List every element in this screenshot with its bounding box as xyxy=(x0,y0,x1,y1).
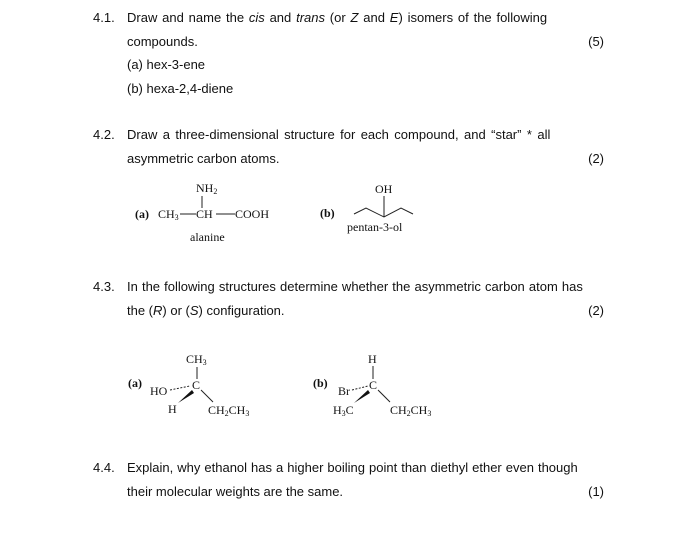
q42-number: 4.2. xyxy=(93,127,115,142)
q43a-top-sub: 3 xyxy=(202,358,207,367)
q43a-label: (a) xyxy=(128,376,142,390)
q44-line2: their molecular weights are the same. xyxy=(127,484,344,499)
q41-z: Z xyxy=(350,10,359,25)
q41-text-part: Draw and name the xyxy=(127,10,249,25)
q43a-left: HO xyxy=(150,384,168,398)
q41-e: E xyxy=(389,10,399,25)
q42b-label: (b) xyxy=(320,206,335,220)
q42-line2: asymmetric carbon atoms. xyxy=(127,151,280,166)
q43a-bond-wedge xyxy=(178,390,194,403)
q42a-label: (a) xyxy=(135,207,149,221)
q42b-name: pentan-3-ol xyxy=(347,220,403,234)
q43a-right-ch: CH xyxy=(208,403,225,417)
q42a-ch3-text: CH xyxy=(158,207,175,221)
q41-text-part: and xyxy=(358,10,390,25)
q43b-right-sub2: 3 xyxy=(427,409,432,418)
q43b-left: Br xyxy=(338,384,350,398)
q42b-oh: OH xyxy=(375,182,393,196)
q43a-right-sub1: 2 xyxy=(224,409,229,418)
q44-number: 4.4. xyxy=(93,460,115,475)
q43-s: S xyxy=(189,303,199,318)
q43-text-part: ) or ( xyxy=(162,303,190,318)
q42-marks: (2) xyxy=(588,151,604,166)
q43b-bl-h: H xyxy=(333,403,342,417)
q41-line2: compounds. xyxy=(127,34,198,49)
q43-number: 4.3. xyxy=(93,279,115,294)
q41-trans: trans xyxy=(296,10,325,25)
q44-marks: (1) xyxy=(588,484,604,499)
q43b-right-sub1: 2 xyxy=(406,409,411,418)
q43b-label: (b) xyxy=(313,376,328,390)
q41-part-a: (a) hex-3-ene xyxy=(127,57,206,72)
q43-text-part: the ( xyxy=(127,303,154,318)
q42a-name: alanine xyxy=(190,230,225,244)
q41-number: 4.1. xyxy=(93,10,115,25)
q43-text-part: ) configuration. xyxy=(198,303,285,318)
q41-text-part: (or xyxy=(325,10,351,25)
q43a-right-sub2: 3 xyxy=(245,409,250,418)
q43a-bond-right xyxy=(201,390,213,402)
q43b-bond-wedge xyxy=(354,390,370,403)
q41-text-part: ) isomers of the following xyxy=(398,10,548,25)
q41-text-part: and xyxy=(264,10,297,25)
q41-part-b: (b) hexa-2,4-diene xyxy=(127,81,234,96)
q42-line1: Draw a three-dimensional structure for each compound, and “star” * all xyxy=(127,127,551,142)
q42a-ch3-sub: 3 xyxy=(174,213,179,222)
q43-marks: (2) xyxy=(588,303,604,318)
q42a-nh2-text: NH xyxy=(196,181,214,195)
q42a-nh2-sub: 2 xyxy=(213,187,218,196)
q43a-top-text: CH xyxy=(186,352,203,366)
q43a-bottom-left: H xyxy=(168,402,177,416)
q42a-ch: CH xyxy=(196,207,213,221)
q43a-right-ch: CH xyxy=(228,403,246,417)
q43b-bl-c: C xyxy=(345,403,354,417)
q43b-right-ch: CH xyxy=(410,403,428,417)
q43-line1: In the following structures determine whether the asymmetric carbon atom has xyxy=(127,279,583,294)
q43b-bond-right xyxy=(378,390,390,402)
q43b-center: C xyxy=(369,378,378,392)
q44-line1: Explain, why ethanol has a higher boiling point than diethyl ether even though xyxy=(127,460,578,475)
q41-cis: cis xyxy=(248,10,265,25)
q43b-right-ch: CH xyxy=(390,403,407,417)
q43-r: R xyxy=(153,303,163,318)
q41-marks: (5) xyxy=(588,34,604,49)
q43b-bl-sub: 3 xyxy=(341,409,346,418)
q43b-top: H xyxy=(368,352,377,366)
q43a-center: C xyxy=(192,378,201,392)
q42a-cooh: COOH xyxy=(235,207,270,221)
q43a-bond-hashed xyxy=(170,386,190,390)
q43b-bond-hashed xyxy=(352,386,368,390)
